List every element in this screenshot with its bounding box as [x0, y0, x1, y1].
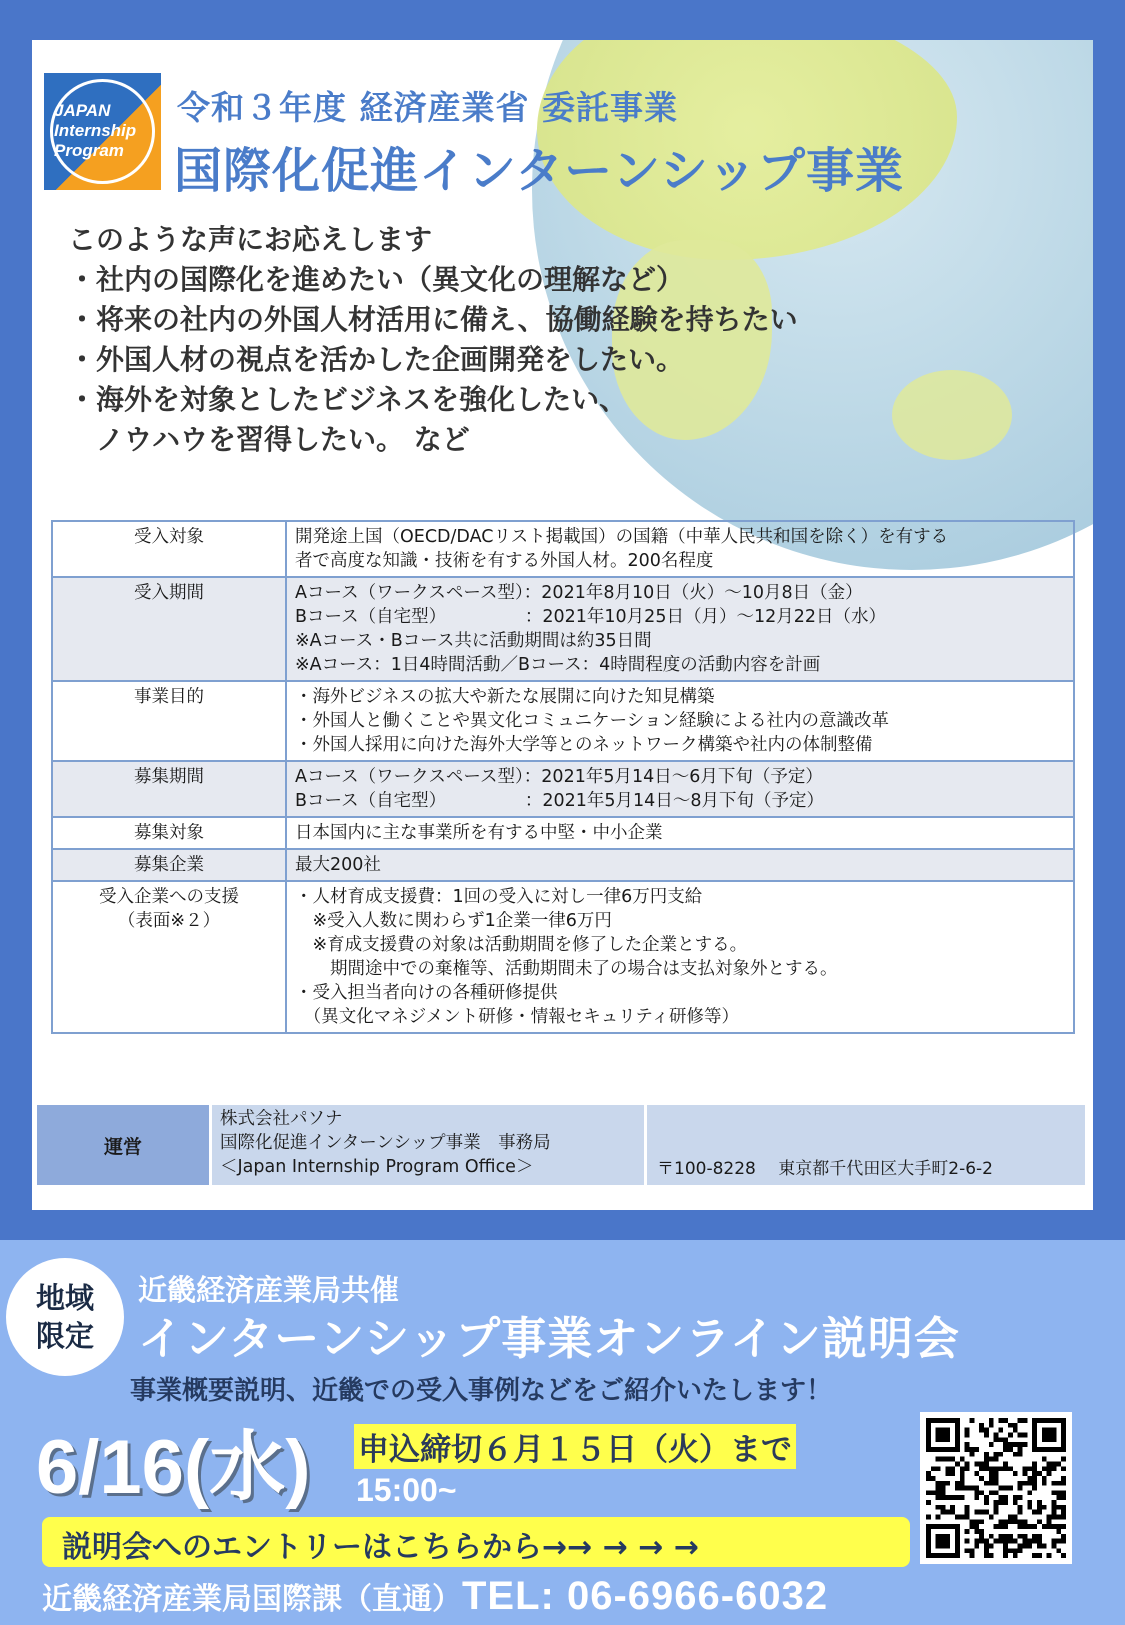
- row-label: [52, 761, 286, 817]
- program-info-table: [51, 520, 1075, 1034]
- organizer-name-line: ＜Japan Internship Program Office＞: [220, 1157, 534, 1177]
- row-value: [286, 681, 1074, 761]
- row-value-line: Aコース（ワークスペース型）：2021年8月10日（火）～10月8日（金）: [295, 583, 863, 603]
- table-row: [52, 849, 1074, 881]
- contact-dept: 近畿経済産業局国際課（直通）: [42, 1582, 462, 1617]
- page-title: 国際化促進インターンシップ事業: [174, 143, 904, 199]
- table-row: [52, 681, 1074, 761]
- table-row: [52, 761, 1074, 817]
- row-label-line: 募集企業: [134, 855, 204, 875]
- region-limited-badge: [6, 1258, 124, 1376]
- seminar-intro: 事業概要説明、近畿での受入事例などをご紹介いたします！: [130, 1376, 833, 1406]
- logo-text: JAPAN: [54, 101, 111, 120]
- row-value-line: Bコース（自宅型） ：2021年5月14日～8月下旬（予定）: [295, 791, 824, 811]
- organizer-label: 運営: [37, 1105, 209, 1185]
- row-value: [286, 881, 1074, 1033]
- contact-tel: TEL: 06-6966-6032: [462, 1574, 829, 1618]
- row-value-line: ・受入担当者向けの各種研修提供: [295, 983, 558, 1003]
- badge-text: 地域: [35, 1281, 94, 1315]
- voice-item: ・海外を対象としたビジネスを強化したい、: [68, 383, 628, 416]
- seminar-time: 15:00~: [356, 1472, 457, 1508]
- row-value-line: ※Aコース：1日4時間活動／Bコース：4時間程度の活動内容を計画: [295, 655, 821, 675]
- row-label-line: 受入企業への支援: [99, 887, 239, 907]
- qr-code-graphic: [926, 1418, 1066, 1558]
- voice-item: ・社内の国際化を進めたい（異文化の理解など）: [68, 263, 685, 296]
- organizer-address: 〒100-8228 東京都千代田区大手町2-6-2: [657, 1159, 993, 1179]
- row-label-line: 受入対象: [134, 527, 204, 547]
- row-value-line: Bコース（自宅型） ：2021年10月25日（月）～12月22日（水）: [295, 607, 886, 627]
- row-value: [286, 577, 1074, 681]
- row-value-line: ・人材育成支援費：1回の受入に対し一律6万円支給: [295, 887, 703, 907]
- row-label: [52, 881, 286, 1033]
- voice-item: ノウハウを習得したい。 など: [68, 423, 470, 456]
- row-label-line: （表面※２）: [117, 911, 221, 931]
- row-value-line: ※Aコース・Bコース共に活動期間は約35日間: [295, 631, 652, 651]
- row-label-line: 募集対象: [134, 823, 204, 843]
- voice-item: ・外国人材の視点を活かした企画開発をしたい。: [68, 343, 685, 376]
- row-value-line: Aコース（ワークスペース型）：2021年5月14日～6月下旬（予定）: [295, 767, 823, 787]
- voices-list: [68, 220, 798, 460]
- table-row: [52, 577, 1074, 681]
- page-subtitle: 令和３年度 経済産業省 委託事業: [177, 88, 678, 127]
- row-value-line: ・外国人と働くことや異文化コミュニケーション経験による社内の意識改革: [295, 711, 889, 731]
- organizer-name-line: 株式会社パソナ: [220, 1109, 343, 1129]
- badge-text: 限定: [35, 1319, 94, 1353]
- seminar-section: [0, 1240, 1125, 1625]
- organizer-box: [37, 1105, 1085, 1185]
- globe-land: [892, 370, 1012, 460]
- table-row: [52, 817, 1074, 849]
- row-value-line: ・外国人採用に向けた海外大学等とのネットワーク構築や社内の体制整備: [295, 735, 873, 755]
- row-value-line: ・海外ビジネスの拡大や新たな展開に向けた知見構築: [295, 687, 715, 707]
- logo-text: Internship: [54, 121, 137, 140]
- jip-logo: [44, 73, 161, 190]
- logo-text: Program: [54, 141, 124, 160]
- seminar-title: インターンシップ事業オンライン説明会: [138, 1312, 960, 1365]
- row-value-line: 開発途上国（OECD/DACリスト掲載国）の国籍（中華人民共和国を除く）を有する: [295, 527, 949, 547]
- row-value: [286, 849, 1074, 881]
- seminar-cohost: 近畿経済産業局共催: [138, 1273, 400, 1307]
- row-value-line: 最大200社: [295, 855, 381, 875]
- row-label-line: 募集期間: [134, 767, 204, 787]
- row-label-line: 事業目的: [134, 687, 204, 707]
- row-label: [52, 577, 286, 681]
- row-value-line: 日本国内に主な事業所を有する中堅・中小企業: [295, 823, 663, 843]
- organizer-contact: [647, 1105, 1085, 1185]
- contact-footer: [42, 1574, 828, 1619]
- row-label: [52, 817, 286, 849]
- row-label: [52, 681, 286, 761]
- seminar-date: 6/16(水): [36, 1425, 311, 1510]
- qr-code-icon[interactable]: [920, 1412, 1072, 1564]
- row-value-line: （異文化マネジメント研修・情報セキュリティ研修等）: [295, 1007, 739, 1027]
- row-label: [52, 521, 286, 577]
- row-label-line: 受入期間: [134, 583, 204, 603]
- application-deadline: 申込締切６月１５日（火）まで: [354, 1424, 796, 1469]
- table-row: [52, 521, 1074, 577]
- row-value: [286, 521, 1074, 577]
- row-value-line: 者で高度な知識・技術を有する外国人材。200名程度: [295, 551, 714, 571]
- entry-link-banner[interactable]: 説明会へのエントリーはこちらから→→ → → →: [42, 1517, 910, 1567]
- info-card: [32, 40, 1093, 1210]
- organizer-name-line: 国際化促進インターンシップ事業 事務局: [220, 1133, 551, 1153]
- row-value: [286, 817, 1074, 849]
- voices-intro: このような声にお応えします: [68, 223, 433, 256]
- voice-item: ・将来の社内の外国人材活用に備え、協働経験を持ちたい: [68, 303, 798, 336]
- table-row: [52, 881, 1074, 1033]
- row-value-line: 期間途中での棄権等、活動期間未了の場合は支払対象外とする。: [295, 959, 838, 979]
- row-value-line: ※受入人数に関わらず1企業一律6万円: [295, 911, 612, 931]
- row-value-line: ※育成支援費の対象は活動期間を修了した企業とする。: [295, 935, 748, 955]
- row-value: [286, 761, 1074, 817]
- organizer-name: [212, 1105, 644, 1185]
- row-label: [52, 849, 286, 881]
